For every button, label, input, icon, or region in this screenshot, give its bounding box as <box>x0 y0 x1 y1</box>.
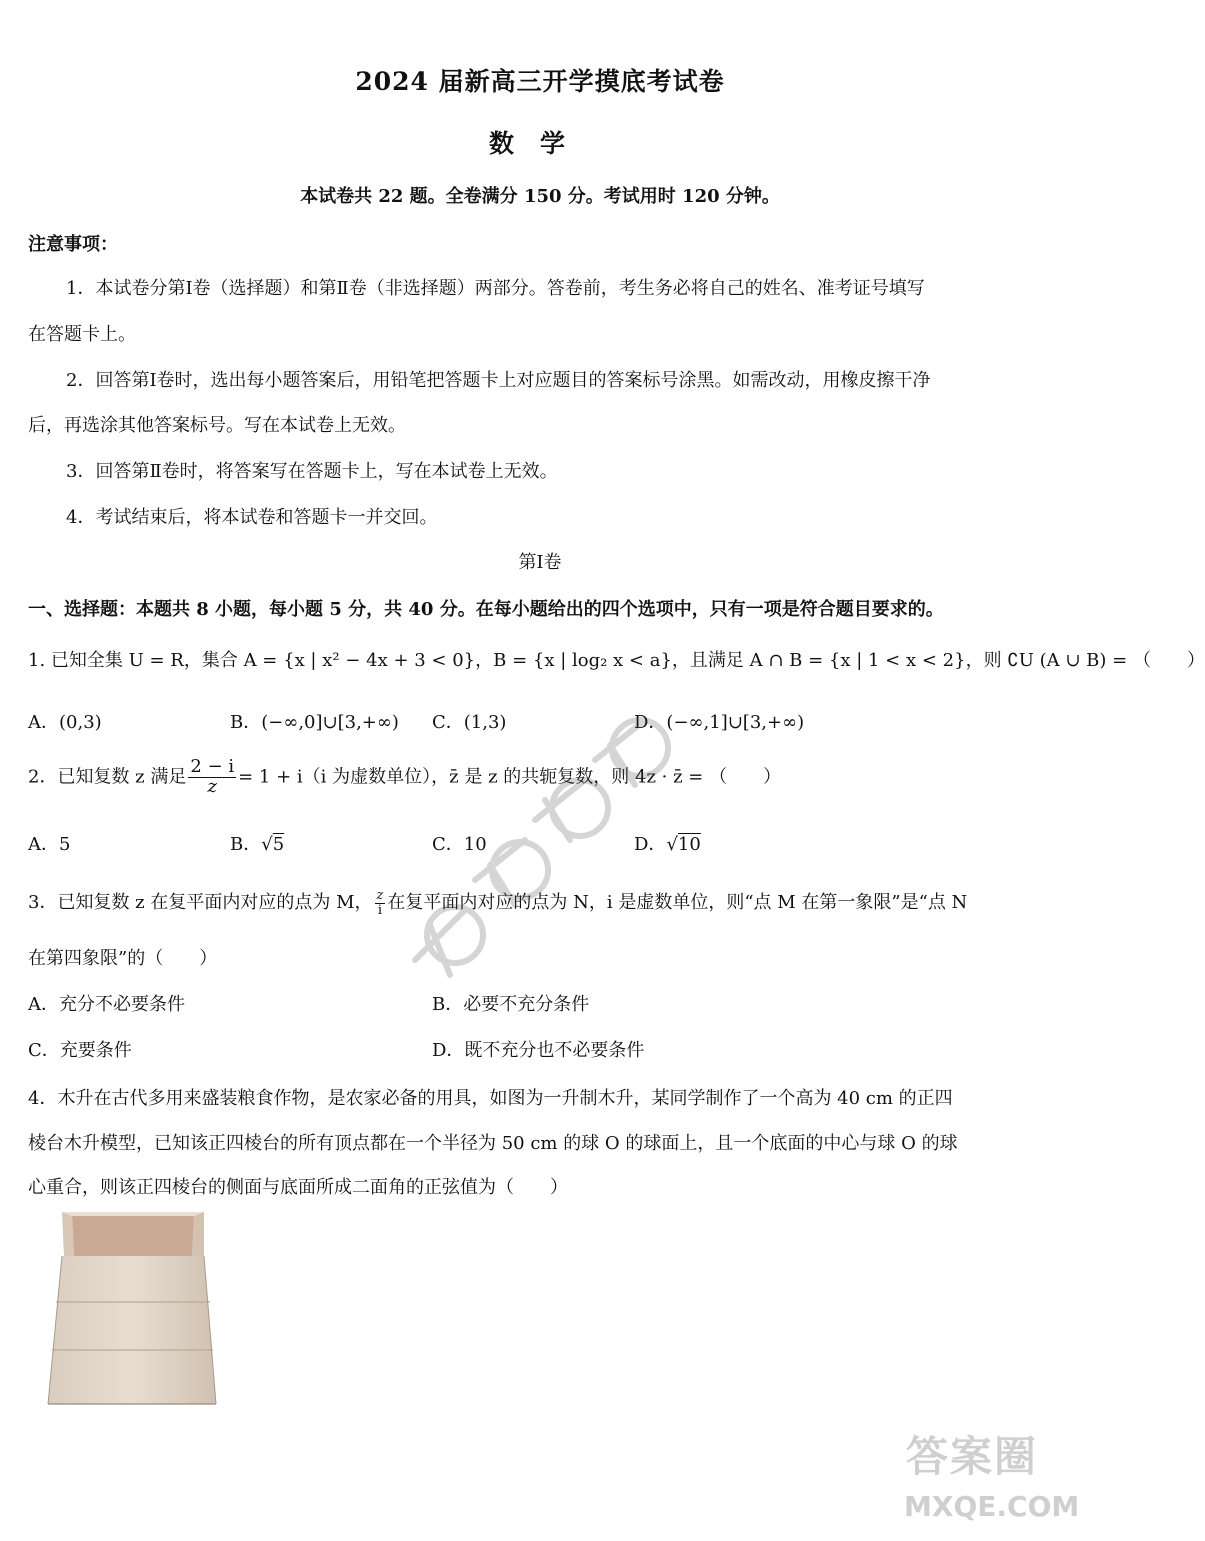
q1-option-a: A．(0,3) <box>28 712 102 733</box>
notice-item-3: 3．回答第Ⅱ卷时，将答案写在答题卡上，写在本试卷上无效。 <box>66 461 558 482</box>
wooden-box-figure <box>44 1210 219 1410</box>
q2-option-d-label: D． <box>634 834 667 855</box>
corner-watermark-bottom: MXQE.COM <box>904 1490 1080 1523</box>
exam-subject: 数学 <box>488 129 591 158</box>
q2-option-b-label: B． <box>230 834 262 855</box>
corner-watermark-top: 答案圈 <box>906 1432 1039 1481</box>
q1-option-d: D．(−∞,1]∪[3,+∞) <box>634 712 805 733</box>
q3-option-c: C．充要条件 <box>28 1040 132 1061</box>
notice-item-2-line-1: 2．回答第Ⅰ卷时，选出每小题答案后，用铅笔把答题卡上对应题目的答案标号涂黑。如需改动，用橡皮擦干净 <box>66 370 931 391</box>
q2-option-a: A．5 <box>28 834 71 855</box>
q2-stem-pre: 2．已知复数 z 满足 <box>28 766 187 788</box>
q4-line-3: 心重合，则该正四棱台的侧面与底面所成二面角的正弦值为（ ） <box>28 1177 568 1198</box>
q2-fraction <box>188 758 236 797</box>
q2-option-b-value: 5 <box>272 834 285 855</box>
exam-title: 2024 届新高三开学摸底考试卷 <box>355 67 725 96</box>
q3-stem-line-1 <box>28 888 967 917</box>
q4-line-2: 棱台木升模型，已知该正四棱台的所有顶点都在一个半径为 50 cm 的球 O 的球面上，且一个底面的中心与球 O 的球 <box>28 1133 958 1154</box>
q2-option-b: B．√5 <box>230 834 285 855</box>
q4-line-1: 4．木升在古代多用来盛装粮食作物，是农家必备的用具，如图为一升制木升，某同学制作了一个高为 40 cm 的正四 <box>28 1088 953 1109</box>
q3-stem-line-2: 在第四象限”的（ ） <box>28 948 218 969</box>
q2-option-d-value: 10 <box>677 834 701 855</box>
notice-item-2-line-2: 后，再选涂其他答案标号。写在本试卷上无效。 <box>28 415 406 436</box>
q2-stem <box>28 758 781 797</box>
q3-option-b: B．必要不充分条件 <box>432 994 590 1015</box>
corner-watermark <box>900 1420 1080 1535</box>
q3-frac-den: i <box>377 902 383 918</box>
box-front-face <box>48 1256 216 1404</box>
q3-option-a: A．充分不必要条件 <box>28 994 185 1015</box>
q1-option-c: C．(1,3) <box>432 712 507 733</box>
notice-item-1-line-1: 1．本试卷分第Ⅰ卷（选择题）和第Ⅱ卷（非选择题）两部分。答卷前，考生务必将自己的姓名、准考证号填写 <box>66 278 925 299</box>
exam-info: 本试卷共 22 题。全卷满分 150 分。考试用时 120 分钟。 <box>300 186 780 207</box>
q2-option-d: D．√10 <box>634 834 701 855</box>
q3-stem-post: 在复平面内对应的点为 N，i 是虚数单位，则“点 M 在第一象限”是“点 N <box>387 892 968 913</box>
part1-heading: 一、选择题：本题共 8 小题，每小题 5 分，共 40 分。在每小题给出的四个选项中，只有一项是符合题目要求的。 <box>28 599 944 620</box>
q2-frac-den: z <box>207 775 217 797</box>
q3-option-d: D．既不充分也不必要条件 <box>432 1040 645 1061</box>
q2-option-c: C．10 <box>432 834 487 855</box>
q3-stem-pre: 3．已知复数 z 在复平面内对应的点为 M， <box>28 892 373 913</box>
notice-heading: 注意事项： <box>28 234 118 255</box>
q3-fraction <box>375 889 386 917</box>
box-inner-back <box>72 1216 194 1256</box>
q2-stem-post: = 1 + i（i 为虚数单位），z̄ 是 z 的共轭复数，则 4z · z̄ = （ ） <box>238 766 782 788</box>
box-rim-top <box>62 1212 204 1216</box>
section-label: 第Ⅰ卷 <box>518 552 562 573</box>
q1-stem: 1. 已知全集 U = R，集合 A = {x | x² − 4x + 3 < 0}，B = {x | log₂ x < a}，且满足 A ∩ B = {x | 1 < x < 2}，则 ∁U (A ∪ B) = （ ） <box>28 650 1205 671</box>
notice-item-4: 4．考试结束后，将本试卷和答题卡一并交回。 <box>66 507 438 528</box>
q3-frac-num: z <box>376 887 384 903</box>
q2-frac-num: 2 − i <box>190 756 235 777</box>
q1-option-b: B．(−∞,0]∪[3,+∞) <box>230 712 399 733</box>
notice-item-1-line-2: 在答题卡上。 <box>28 324 136 345</box>
